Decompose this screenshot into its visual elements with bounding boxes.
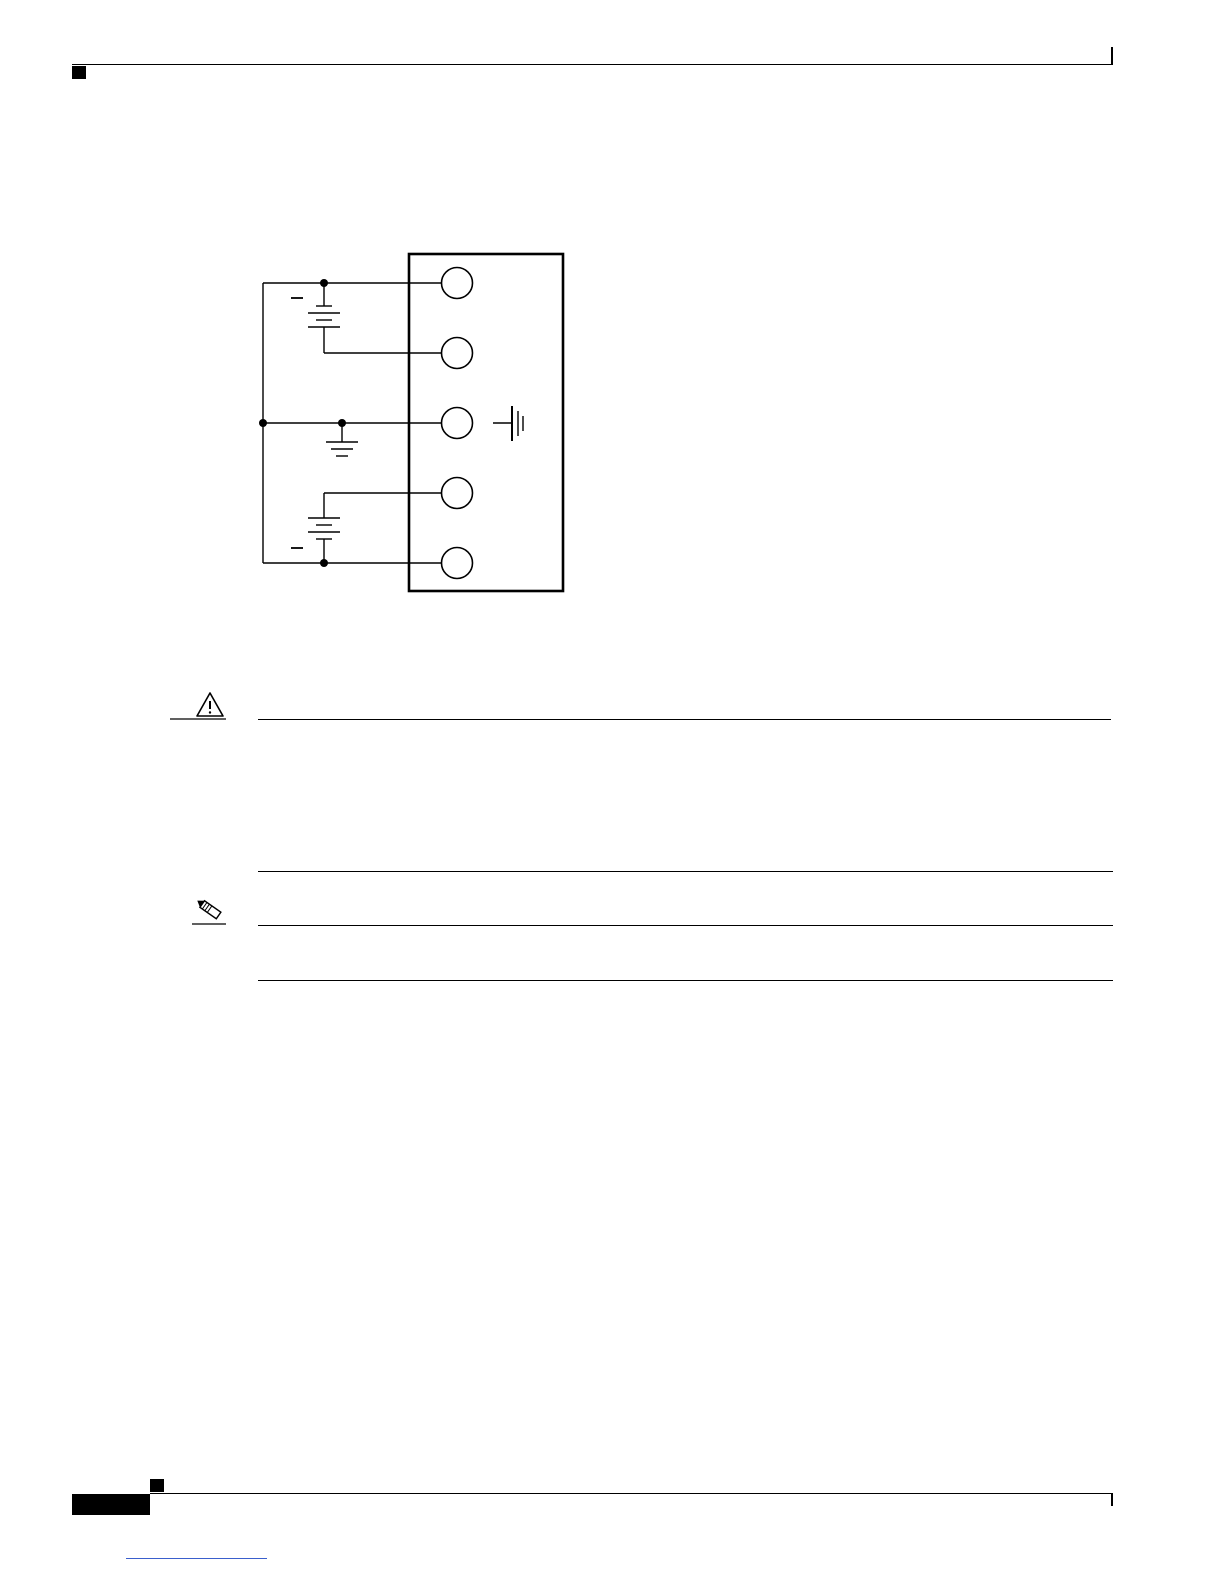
footer-rule [150,1493,1113,1494]
junction-dot [259,419,267,427]
note-top-rule [258,925,1113,926]
battery-lower-symbol [308,518,340,539]
junction-dot [338,419,346,427]
footer-page-tab [72,1494,150,1515]
junction-dot [320,559,328,567]
battery-upper-symbol [308,306,340,327]
terminal-3 [442,408,473,439]
terminal-2 [442,338,473,369]
footer-end-tick [1111,1494,1113,1506]
terminal-1 [442,268,473,299]
terminal-5 [442,548,473,579]
caution-bottom-rule [258,871,1113,872]
junction-dot [320,279,328,287]
footer-corner-block [150,1479,164,1492]
terminal-4 [442,478,473,509]
caution-top-rule [258,719,1111,720]
ground-symbol [326,442,358,456]
footer-link-underline[interactable] [126,1558,267,1559]
note-bottom-rule [258,980,1113,981]
chassis-ground-symbol [493,406,523,441]
